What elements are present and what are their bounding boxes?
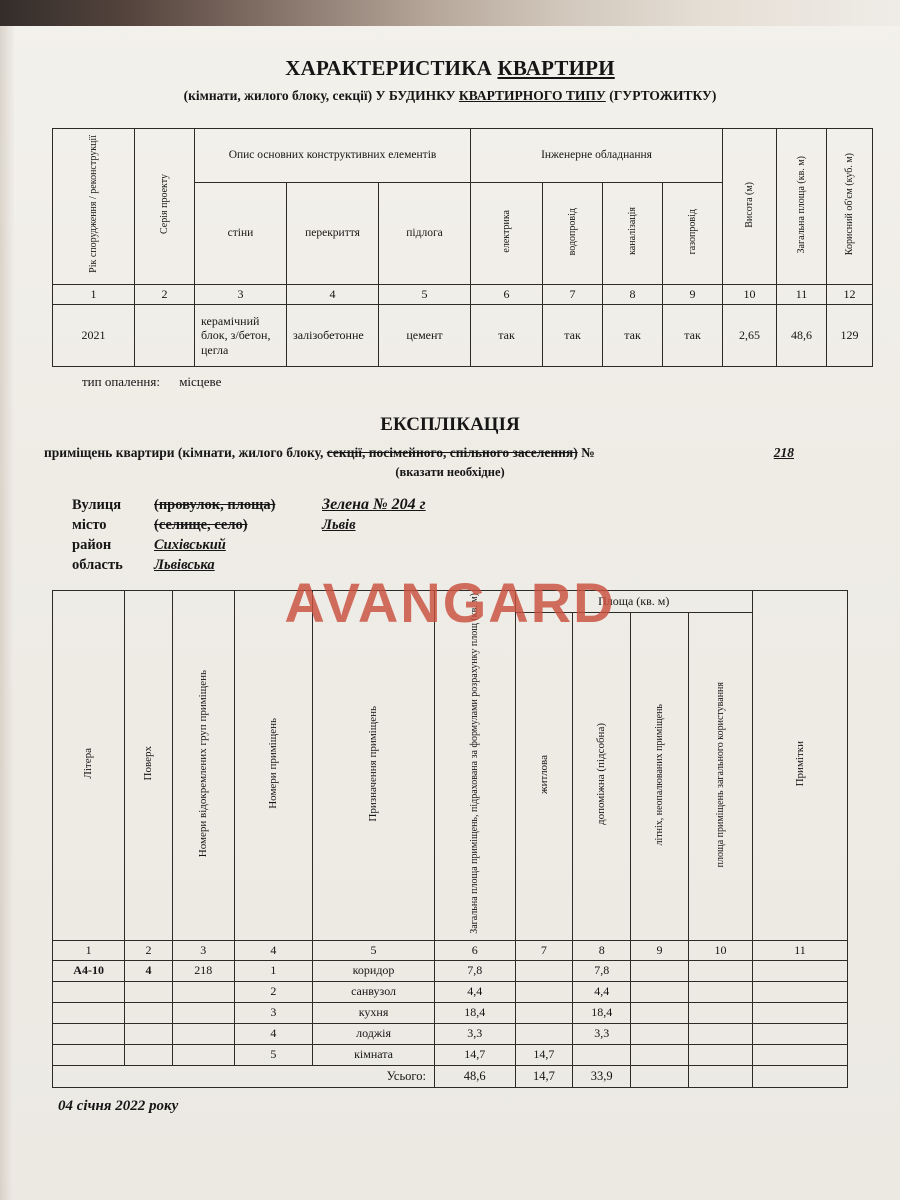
cell-living	[515, 981, 573, 1002]
district-value: Сихівський	[154, 537, 226, 553]
cell-total: 7,8	[434, 960, 515, 981]
col-purpose: Призначення приміщень	[313, 591, 435, 941]
num-1: 1	[53, 285, 135, 305]
cell-water: так	[543, 305, 603, 367]
street-paren: (провулок, площа)	[154, 497, 276, 513]
cell-common	[688, 1044, 752, 1065]
characteristics-table	[52, 128, 873, 367]
table-row	[53, 1044, 848, 1065]
cell-year: 2021	[53, 305, 135, 367]
cell-aux	[573, 1044, 631, 1065]
cell-living	[515, 1023, 573, 1044]
street-label: Вулиця	[72, 497, 122, 513]
subtitle-a: (кімнати, жилого блоку, секції) У БУДИНКУ	[183, 88, 459, 103]
num-8: 8	[603, 285, 663, 305]
cell-notes	[752, 981, 847, 1002]
num-11: 11	[777, 285, 827, 305]
cell-num: 2	[234, 981, 312, 1002]
address-block	[72, 496, 878, 574]
col-series: Серія проекту	[135, 129, 195, 285]
cell-useful-volume: 129	[827, 305, 873, 367]
num-11: 11	[752, 940, 847, 960]
cell-summer	[631, 1002, 689, 1023]
col-sewer: каналізація	[603, 183, 663, 285]
total-area: 48,6	[434, 1065, 515, 1087]
table-row	[53, 1002, 848, 1023]
col-useful-volume: Корисний об'єм (куб. м)	[827, 129, 873, 285]
num-5: 5	[313, 940, 435, 960]
group-constructive: Опис основних конструктивних елементів	[195, 129, 471, 183]
cell-gas: так	[663, 305, 723, 367]
cell-purpose: кімната	[313, 1044, 435, 1065]
cell-floor	[125, 981, 172, 1002]
cell-common	[688, 1023, 752, 1044]
cell-notes	[752, 1002, 847, 1023]
col-floor: Поверх	[125, 591, 172, 941]
num-6: 6	[434, 940, 515, 960]
characteristics-number-row	[53, 285, 873, 305]
group-engineering: Інженерне обладнання	[471, 129, 723, 183]
cell-group: 218	[172, 960, 234, 981]
explication-line	[44, 445, 856, 461]
page-title	[22, 56, 878, 81]
num-1: 1	[53, 940, 125, 960]
cell-walls: керамічний блок, з/бетон, цегла	[195, 305, 287, 367]
characteristics-group-header-row	[53, 129, 873, 183]
num-4: 4	[234, 940, 312, 960]
col-summer: літніх, неопалюваних приміщень	[631, 613, 689, 941]
num-7: 7	[515, 940, 573, 960]
cell-electricity: так	[471, 305, 543, 367]
cell-notes	[752, 1044, 847, 1065]
subtitle-c: (ГУРТОЖИТКУ)	[605, 88, 717, 103]
city-value: Львів	[322, 517, 356, 533]
explication-text-b: секції, посімейного, спільного заселення)	[326, 445, 578, 460]
address-district-row	[72, 537, 878, 554]
cell-num: 1	[234, 960, 312, 981]
cell-purpose: коридор	[313, 960, 435, 981]
title-main-a: ХАРАКТЕРИСТИКА	[285, 56, 498, 80]
cell-group	[172, 1044, 234, 1065]
table-row	[53, 1023, 848, 1044]
cell-group	[172, 1023, 234, 1044]
total-aux: 33,9	[573, 1065, 631, 1087]
cell-group	[172, 981, 234, 1002]
col-gas: газопровід	[663, 183, 723, 285]
cell-floor: 4	[125, 960, 172, 981]
num-7: 7	[543, 285, 603, 305]
cell-total-area: 48,6	[777, 305, 827, 367]
cell-total: 14,7	[434, 1044, 515, 1065]
address-street-row	[72, 496, 878, 514]
region-value: Львівська	[154, 557, 215, 573]
cell-num: 3	[234, 1002, 312, 1023]
num-10: 10	[688, 940, 752, 960]
explication-header-row	[53, 591, 848, 613]
explication-table-wrapper	[52, 590, 848, 1088]
heating-value: місцеве	[179, 374, 222, 389]
region-label: область	[72, 557, 123, 573]
explication-text	[44, 445, 595, 461]
city-label: місто	[72, 517, 107, 533]
cell-living	[515, 1002, 573, 1023]
address-city-row	[72, 517, 878, 534]
num-2: 2	[135, 285, 195, 305]
page-subtitle	[22, 88, 878, 104]
table-row	[53, 960, 848, 981]
total-notes	[752, 1065, 847, 1087]
col-notes: Примітки	[752, 591, 847, 941]
district-label: район	[72, 537, 112, 553]
cell-total: 18,4	[434, 1002, 515, 1023]
col-total-area: Загальна площа (кв. м)	[777, 129, 827, 285]
num-8: 8	[573, 940, 631, 960]
heating-label: тип опалення:	[82, 374, 160, 389]
num-3: 3	[172, 940, 234, 960]
cell-group	[172, 1002, 234, 1023]
num-2: 2	[125, 940, 172, 960]
cell-num: 4	[234, 1023, 312, 1044]
col-ceilings: перекриття	[287, 183, 379, 285]
cell-floor	[125, 1023, 172, 1044]
explication-title: ЕКСПЛІКАЦІЯ	[380, 414, 520, 435]
cell-floor: цемент	[379, 305, 471, 367]
cell-notes	[752, 1023, 847, 1044]
cell-common	[688, 981, 752, 1002]
cell-summer	[631, 960, 689, 981]
table-row	[53, 981, 848, 1002]
cell-purpose: санвузол	[313, 981, 435, 1002]
col-walls: стіни	[195, 183, 287, 285]
col-electricity: електрика	[471, 183, 543, 285]
cell-letter	[53, 1044, 125, 1065]
cell-summer	[631, 1044, 689, 1065]
title-main-b: КВАРТИРИ	[497, 56, 615, 80]
characteristics-data-row	[53, 305, 873, 367]
cell-ceilings: залізобетонне	[287, 305, 379, 367]
totals-row	[53, 1065, 848, 1087]
num-4: 4	[287, 285, 379, 305]
total-common	[688, 1065, 752, 1087]
col-group-numbers: Номери відокремлених груп приміщень	[172, 591, 234, 941]
explication-number: 218	[773, 445, 794, 460]
total-summer	[631, 1065, 689, 1087]
col-water: водопровід	[543, 183, 603, 285]
cell-purpose: лоджія	[313, 1023, 435, 1044]
cell-aux: 7,8	[573, 960, 631, 981]
num-3: 3	[195, 285, 287, 305]
cell-purpose: кухня	[313, 1002, 435, 1023]
col-height: Висота (м)	[723, 129, 777, 285]
address-region-row	[72, 557, 878, 574]
explication-number-row	[53, 940, 848, 960]
cell-num: 5	[234, 1044, 312, 1065]
explication-text-c: №	[577, 445, 595, 460]
num-12: 12	[827, 285, 873, 305]
col-total-area: Загальна площа приміщень, підрахована за формулами розрахунку площ (кв. м)	[434, 591, 515, 941]
num-9: 9	[631, 940, 689, 960]
cell-living: 14,7	[515, 1044, 573, 1065]
cell-letter	[53, 1023, 125, 1044]
col-letter: Літера	[53, 591, 125, 941]
cell-common	[688, 1002, 752, 1023]
explication-text-a: приміщень квартири (кімнати, жилого блоку,	[44, 445, 327, 460]
cell-common	[688, 960, 752, 981]
cell-total: 3,3	[434, 1023, 515, 1044]
watermark: AVANGARD	[284, 571, 616, 634]
cell-height: 2,65	[723, 305, 777, 367]
cell-letter	[53, 981, 125, 1002]
cell-total: 4,4	[434, 981, 515, 1002]
cell-aux: 4,4	[573, 981, 631, 1002]
col-year: Рік спорудження / реконструкції	[53, 129, 135, 285]
num-6: 6	[471, 285, 543, 305]
cell-aux: 18,4	[573, 1002, 631, 1023]
footer-date: 04 січня 2022 року	[58, 1097, 179, 1114]
cell-series	[135, 305, 195, 367]
total-living: 14,7	[515, 1065, 573, 1087]
street-value: Зелена № 204 г	[322, 496, 426, 513]
num-10: 10	[723, 285, 777, 305]
explication-note: (вказати необхідне)	[395, 465, 505, 479]
cell-letter	[53, 1002, 125, 1023]
num-5: 5	[379, 285, 471, 305]
cell-summer	[631, 1023, 689, 1044]
cell-floor	[125, 1044, 172, 1065]
heating-type-line	[82, 374, 878, 390]
cell-summer	[631, 981, 689, 1002]
cell-letter: А4-10	[53, 960, 125, 981]
col-common: площа приміщень загального користування	[688, 613, 752, 941]
num-9: 9	[663, 285, 723, 305]
col-auxiliary: допоміжна (підсобна)	[573, 613, 631, 941]
cell-notes	[752, 960, 847, 981]
cell-sewer: так	[603, 305, 663, 367]
cell-living	[515, 960, 573, 981]
col-floor: підлога	[379, 183, 471, 285]
col-room-numbers: Номери приміщень	[234, 591, 312, 941]
characteristics-table-wrapper	[52, 128, 859, 367]
city-paren: (селище, село)	[154, 517, 248, 533]
area-group-header: Площа (кв. м)	[515, 591, 752, 613]
subtitle-b: КВАРТИРНОГО ТИПУ	[458, 88, 606, 103]
cell-floor	[125, 1002, 172, 1023]
cell-aux: 3,3	[573, 1023, 631, 1044]
col-living: житлова	[515, 613, 573, 941]
total-label: Усього:	[53, 1065, 435, 1087]
explication-table	[52, 590, 848, 1088]
